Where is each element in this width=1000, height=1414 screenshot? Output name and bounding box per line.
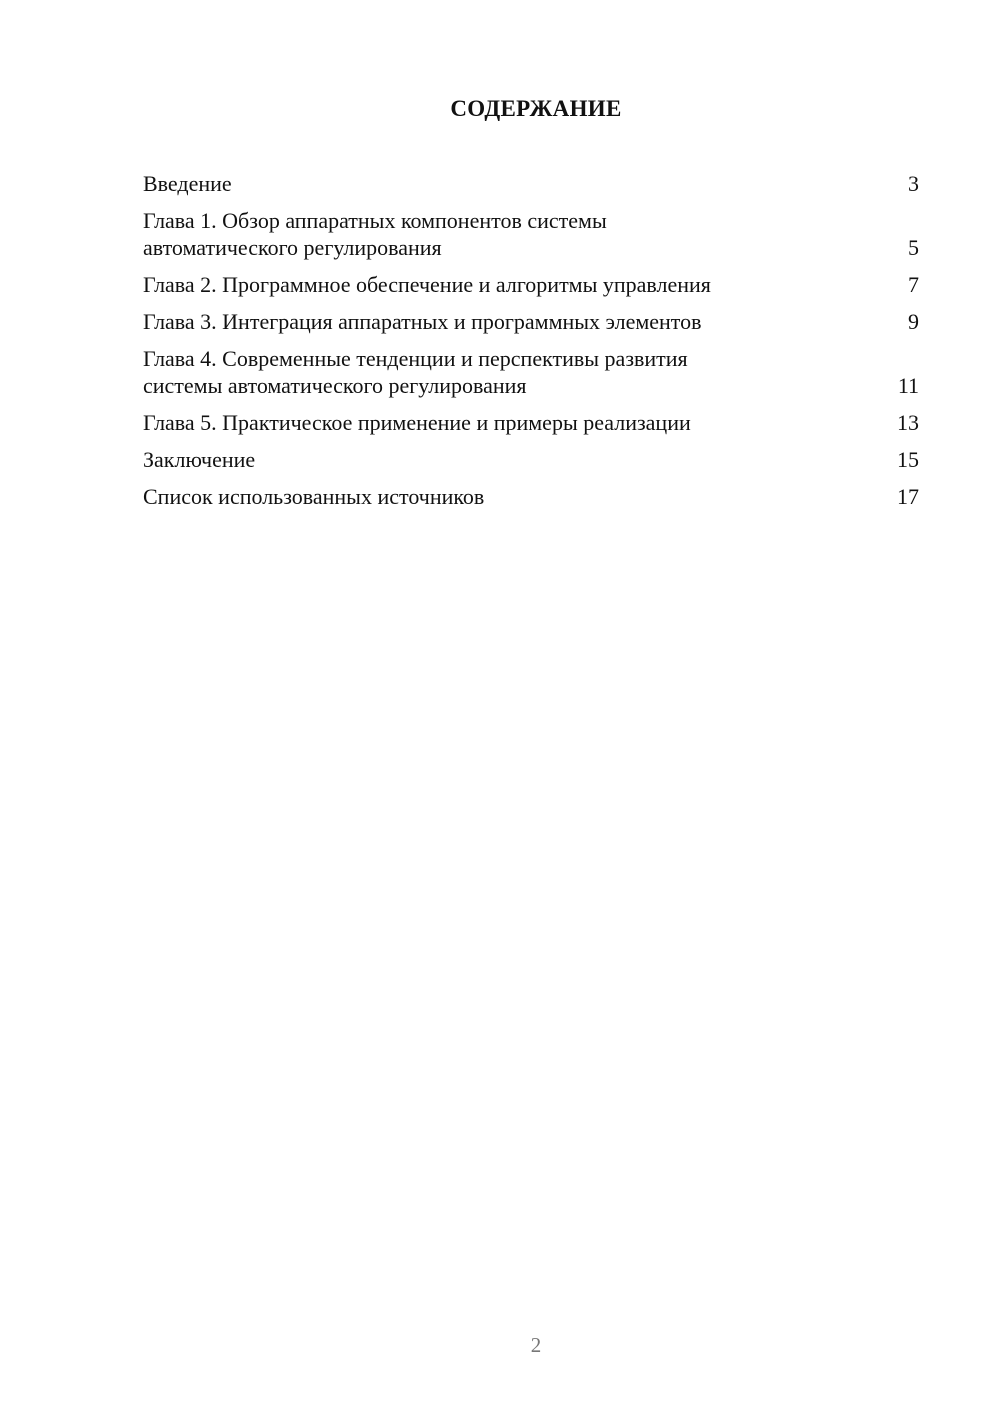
page-number: 2 xyxy=(530,1333,542,1357)
toc-entry-page: 13 xyxy=(897,410,919,435)
toc-entry-page: 3 xyxy=(908,171,919,196)
toc-entry-chapter-2 xyxy=(143,271,919,298)
toc-entry-label: Введение xyxy=(143,171,232,196)
toc-entry-chapter-3 xyxy=(143,308,919,335)
toc-entry-page: 7 xyxy=(908,272,919,297)
toc-entry-page: 17 xyxy=(897,484,919,509)
toc-entry-page: 11 xyxy=(897,373,919,398)
toc-entry-chapter-1 xyxy=(143,207,919,261)
toc-entry-label: Глава 5. Практическое применение и примеры реализации xyxy=(143,410,691,435)
table-of-contents xyxy=(143,170,919,520)
toc-entry-chapter-4 xyxy=(143,345,919,399)
toc-entry-label: Глава 2. Программное обеспечение и алгоритмы управления xyxy=(143,272,711,297)
toc-entry-introduction xyxy=(143,170,919,197)
toc-entry-references xyxy=(143,483,919,510)
toc-entry-label: Глава 1. Обзор аппаратных компонентов системы автоматического регулирования xyxy=(143,208,607,260)
toc-entry-page: 15 xyxy=(897,447,919,472)
toc-entry-label: Заключение xyxy=(143,447,256,472)
toc-entry-label: Глава 3. Интеграция аппаратных и программных элементов xyxy=(143,309,702,334)
toc-entry-page: 5 xyxy=(908,235,919,260)
page-title: СОДЕРЖАНИЕ xyxy=(450,96,622,121)
toc-entry-conclusion xyxy=(143,446,919,473)
toc-entry-label: Глава 4. Современные тенденции и перспективы развития системы автоматического регулирования xyxy=(143,346,688,398)
toc-entry-page: 9 xyxy=(908,309,919,334)
toc-entry-label: Список использованных источников xyxy=(143,484,485,509)
toc-entry-chapter-5 xyxy=(143,409,919,436)
